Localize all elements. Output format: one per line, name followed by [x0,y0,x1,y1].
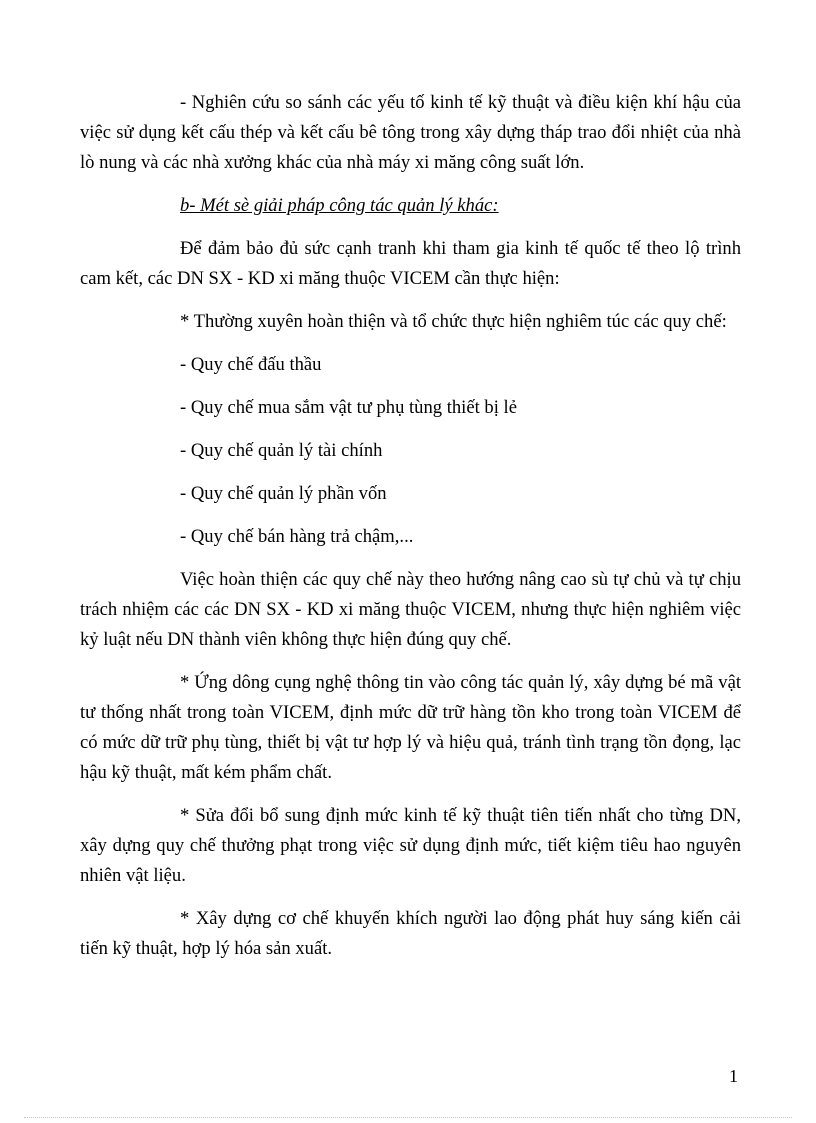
paragraph-innovation: * Xây dựng cơ chế khuyến khích người lao động phát huy sáng kiến cải tiến kỹ thuật, hợp lý hóa sản xuất. [80,908,741,959]
list-item-procurement: - Quy chế mua sắm vật tư phụ tùng thiết bị lẻ [180,397,517,418]
document-body [80,88,741,977]
page-number: 1 [729,1066,738,1086]
list-item-regulations-intro: * Thường xuyên hoàn thiện và tổ chức thực hiện nghiêm túc các quy chế: [180,311,727,332]
list-item-deferred-sales: - Quy chế bán hàng trả chậm,... [180,526,414,547]
footer-divider [24,1117,792,1118]
section-heading: b- Mét sè giải pháp công tác quản lý khác: [180,195,499,216]
paragraph-norms: * Sửa đổi bổ sung định mức kinh tế kỹ thuật tiên tiến nhất cho từng DN, xây dựng quy chế thưởng phạt trong việc sử dụng định mức, tiết kiệm tiêu hao nguyên nhiên vật liệu. [80,805,741,886]
paragraph-regulation-improvement: Việc hoàn thiện các quy chế này theo hướng nâng cao sù tự chủ và tự chịu trách nhiệm các các DN SX - KD xi măng thuộc VICEM, nhưng thực hiện nghiêm việc kỷ luật nếu DN thành viên không thực hiện đúng quy chế. [80,569,741,650]
paragraph-it-application: * Ứng dông cụng nghệ thông tin vào công tác quản lý, xây dựng bé mã vật tư thống nhất trong toàn VICEM, định mức dữ trữ hàng tồn kho trong toàn VICEM để có mức dữ trữ phụ tùng, thiết bị vật tư hợp lý và hiệu quả, tránh tình trạng tồn đọng, lạc hậu kỹ thuật, mất kém phẩm chất. [80,672,741,783]
list-item-bidding: - Quy chế đấu thầu [180,354,322,375]
list-item-capital: - Quy chế quản lý phần vốn [180,483,387,504]
paragraph-research: - Nghiên cứu so sánh các yếu tố kinh tế kỹ thuật và điều kiện khí hậu của việc sử dụng kết cấu thép và kết cấu bê tông trong xây dựng tháp trao đổi nhiệt của nhà lò nung và các nhà xưởng khác của nhà máy xi măng công suất lớn. [80,92,741,173]
list-item-finance: - Quy chế quản lý tài chính [180,440,383,461]
paragraph-competitiveness: Để đảm bảo đủ sức cạnh tranh khi tham gia kinh tế quốc tế theo lộ trình cam kết, các DN SX - KD xi măng thuộc VICEM cần thực hiện: [80,238,741,289]
